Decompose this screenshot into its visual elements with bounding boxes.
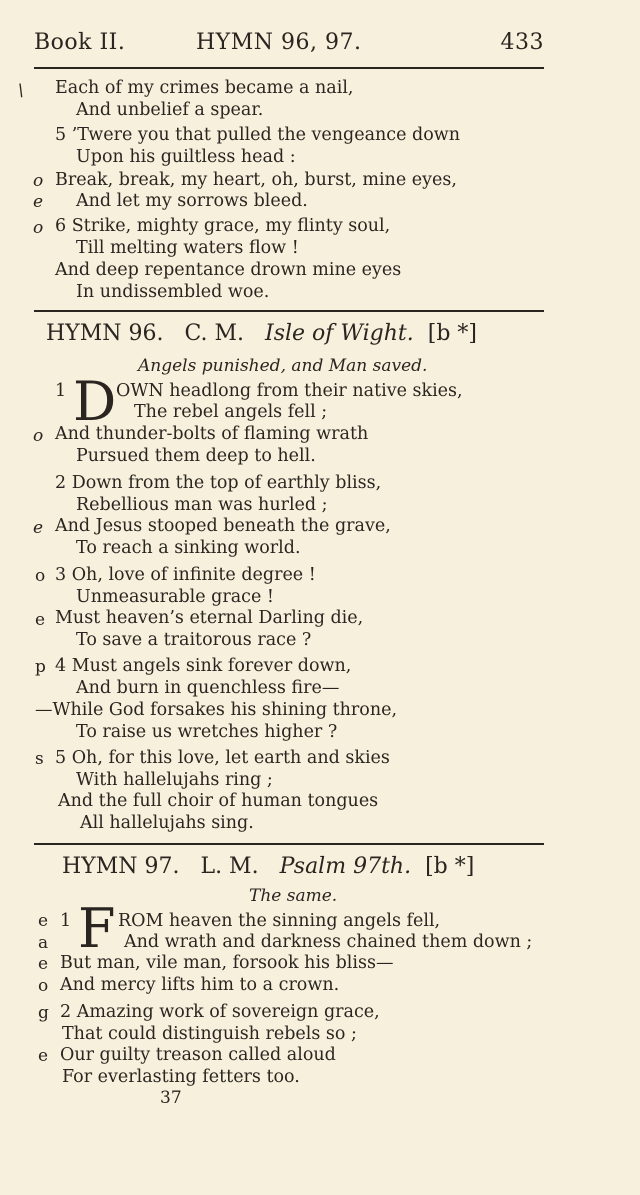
hymn-96-title [46,320,477,348]
hymn-line: All hallelujahs sing. [80,813,254,833]
hymn-meter: C. M. [184,321,245,346]
drop-cap: D [73,370,117,433]
margin-mark: e [35,610,46,630]
running-header [34,30,544,64]
verse-number: 1 [55,381,67,401]
hymn-line: Pursued them deep to hell. [76,446,316,466]
hymn-line: Our guilty treason called aloud [60,1045,336,1065]
margin-mark: o [33,426,44,446]
hymn-key: [b *] [425,854,475,879]
hymn-line: And Jesus stooped beneath the grave, [55,516,391,536]
hymn-line: Till melting waters flow ! [76,238,299,258]
hymn-range-label: HYMN 96, 97. [196,30,362,55]
margin-mark: e [38,911,49,931]
hymn-line: And wrath and darkness chained them down ; [124,932,533,952]
hymn-number: HYMN 97. [62,854,180,879]
hymn-line: Unmeasurable grace ! [76,587,274,607]
hymn-tune: Psalm 97th. [279,854,412,879]
hymn-line: And the full choir of human tongues [58,791,379,811]
hymn-line: 4 Must angels sink forever down, [55,656,352,676]
margin-mark: e [33,518,44,538]
hymn-tune: Isle of Wight. [265,321,414,346]
hymn-line: 5 ’Twere you that pulled the vengeance down [55,125,461,145]
hymn-line: ROM heaven the sinning angels fell, [118,911,441,931]
drop-cap: F [78,897,116,960]
hymn-line: And deep repentance drown mine eyes [55,260,402,280]
hymn-line: And thunder-bolts of flaming wrath [55,424,369,444]
hymn-line: 5 Oh, for this love, let earth and skies [55,748,390,768]
hymn-line: 2 Down from the top of earthly bliss, [55,473,382,493]
hymn-line: 2 Amazing work of sovereign grace, [60,1002,380,1022]
hymn-meter: L. M. [200,854,259,879]
page-number: 433 [500,30,544,55]
section-rule [34,310,544,312]
hymn-line: OWN headlong from their native skies, [116,381,463,401]
hymn-line: To raise us wretches higher ? [76,722,338,742]
hymn-subtitle: The same. [249,886,338,906]
hymn-subtitle: Angels punished, and Man saved. [138,356,428,376]
section-rule [34,843,544,845]
margin-mark: e [33,192,44,212]
hymn-number: HYMN 96. [46,321,164,346]
hymn-line: To save a traitorous race ? [76,630,312,650]
signature-mark: 37 [160,1088,182,1108]
hymn-line: And burn in quenchless fire— [76,678,340,698]
margin-mark: p [35,657,46,677]
hymn-line: To reach a sinking world. [76,538,301,558]
hymn-line: Rebellious man was hurled ; [76,495,328,515]
hymn-line: 3 Oh, love of infinite degree ! [55,565,316,585]
margin-mark: a [38,933,49,953]
margin-mark: o [38,976,49,996]
hymn-line: Each of my crimes became a nail, [55,78,354,98]
hymn-line: For everlasting fetters too. [62,1067,300,1087]
header-rule [34,67,544,69]
margin-mark: s [35,749,44,769]
margin-mark: g [38,1003,49,1023]
margin-mark: e [38,954,49,974]
hymn-line: With hallelujahs ring ; [76,770,273,790]
hymn-line: 6 Strike, mighty grace, my flinty soul, [55,216,391,236]
hymn-97-title [62,853,474,881]
hymn-line: Must heaven’s eternal Darling die, [55,608,364,628]
hymn-line: That could distinguish rebels so ; [62,1024,357,1044]
hymn-line: In undissembled woe. [76,282,270,302]
hymn-line: And let my sorrows bleed. [76,191,308,211]
hymn-line: And mercy lifts him to a crown. [60,975,340,995]
margin-mark: o [35,566,46,586]
hymn-line: The rebel angels fell ; [134,402,328,422]
margin-mark: e [38,1046,49,1066]
verse-number: 1 [60,911,72,931]
hymn-line: —While God forsakes his shining throne, [35,700,398,720]
margin-mark: o [33,218,44,238]
hymn-line: But man, vile man, forsook his bliss— [60,953,394,973]
margin-mark: o [33,171,44,191]
margin-mark: \ [18,81,24,101]
book-label: Book II. [34,30,126,55]
hymn-line: And unbelief a spear. [76,100,264,120]
hymn-line: Break, break, my heart, oh, burst, mine eyes, [55,170,457,190]
hymn-line: Upon his guiltless head : [76,147,296,167]
hymn-key: [b *] [427,321,478,346]
